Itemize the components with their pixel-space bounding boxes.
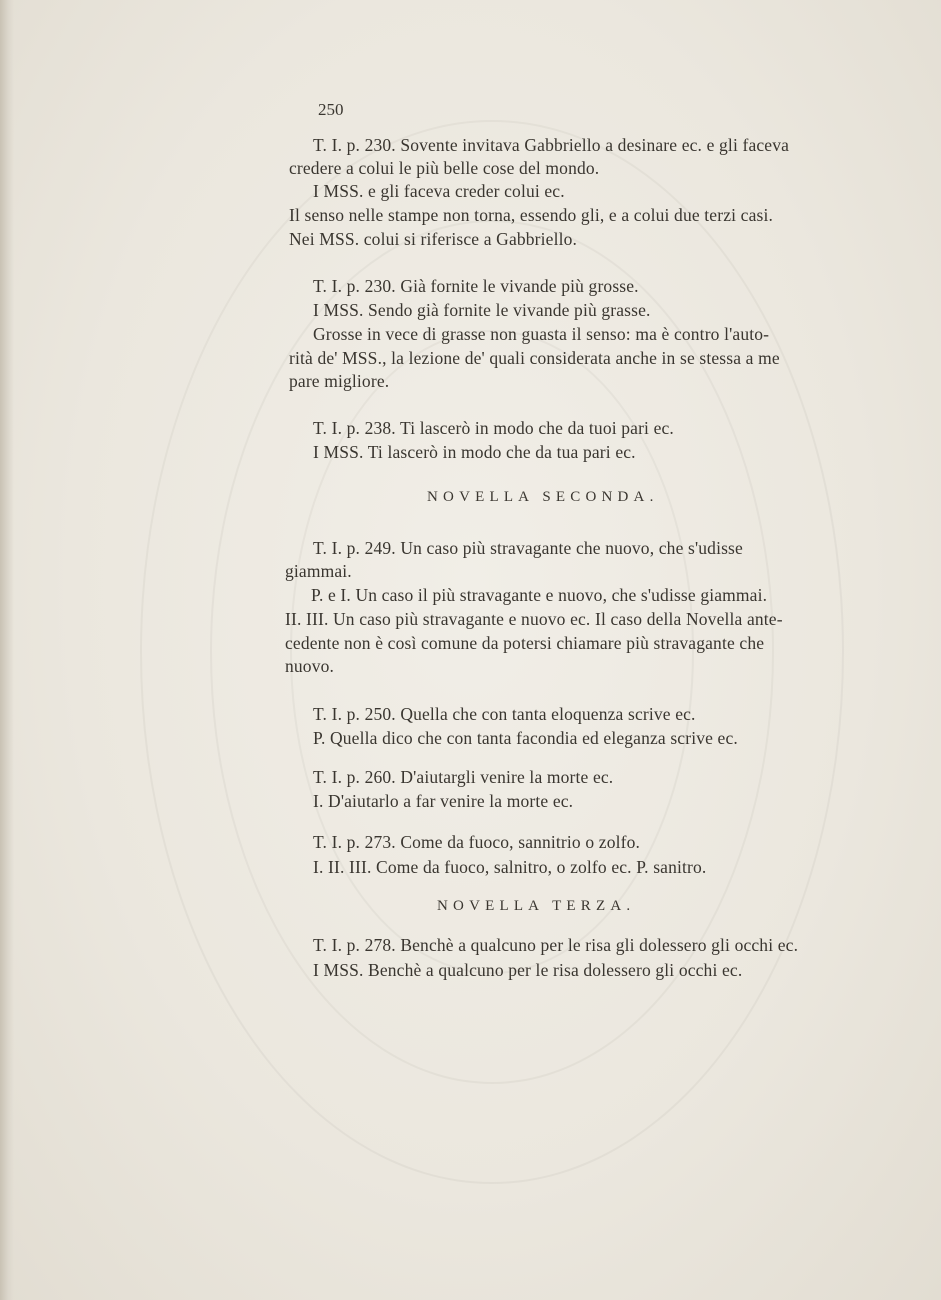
text-line: T. I. p. 230. Già fornite le vivande più grosse. xyxy=(313,276,639,296)
text-line: Grosse in vece di grasse non guasta il senso: ma è contro l'auto- xyxy=(313,324,770,344)
text-line: T. I. p. 260. D'aiutargli venire la morte ec. xyxy=(313,767,614,787)
page-number: 250 xyxy=(318,100,344,119)
text-line: I MSS. Ti lascerò in modo che da tua pari ec. xyxy=(313,442,636,462)
text-line: giammai. xyxy=(285,561,352,581)
text-line: pare migliore. xyxy=(289,371,390,391)
text-line: II. III. Un caso più stravagante e nuovo ec. Il caso della Novella ante- xyxy=(285,609,783,629)
section-heading: NOVELLA TERZA. xyxy=(437,898,636,914)
text-line: T. I. p. 238. Ti lascerò in modo che da tuoi pari ec. xyxy=(313,418,674,438)
text-line: Il senso nelle stampe non torna, essendo gli, e a colui due terzi casi. xyxy=(289,205,773,225)
text-line: I MSS. e gli faceva creder colui ec. xyxy=(313,181,565,201)
text-line: T. I. p. 249. Un caso più stravagante che nuovo, che s'udisse xyxy=(313,538,743,558)
text-line: T. I. p. 278. Benchè a qualcuno per le risa gli dolessero gli occhi ec. xyxy=(313,935,799,955)
text-line: T. I. p. 273. Come da fuoco, sannitrio o zolfo. xyxy=(313,832,641,852)
text-line: Nei MSS. colui si riferisce a Gabbriello. xyxy=(289,229,578,249)
text-line: nuovo. xyxy=(285,656,335,676)
text-line: I MSS. Benchè a qualcuno per le risa dolessero gli occhi ec. xyxy=(313,960,743,980)
text-line: I. D'aiutarlo a far venire la morte ec. xyxy=(313,791,574,811)
text-line: credere a colui le più belle cose del mondo. xyxy=(289,158,600,178)
text-line: P. Quella dico che con tanta facondia ed eleganza scrive ec. xyxy=(313,728,738,748)
section-heading: NOVELLA SECONDA. xyxy=(427,489,659,505)
text-line: rità de' MSS., la lezione de' quali considerata anche in se stessa a me xyxy=(289,348,780,368)
text-line: I MSS. Sendo già fornite le vivande più grasse. xyxy=(313,300,651,320)
text-line: T. I. p. 250. Quella che con tanta eloquenza scrive ec. xyxy=(313,704,696,724)
text-line: I. II. III. Come da fuoco, salnitro, o zolfo ec. P. sanitro. xyxy=(313,857,707,877)
text-line: cedente non è così comune da potersi chiamare più stravagante che xyxy=(285,633,765,653)
text-line: P. e I. Un caso il più stravagante e nuovo, che s'udisse giammai. xyxy=(311,585,768,605)
text-line: T. I. p. 230. Sovente invitava Gabbriello a desinare ec. e gli faceva xyxy=(313,135,790,155)
